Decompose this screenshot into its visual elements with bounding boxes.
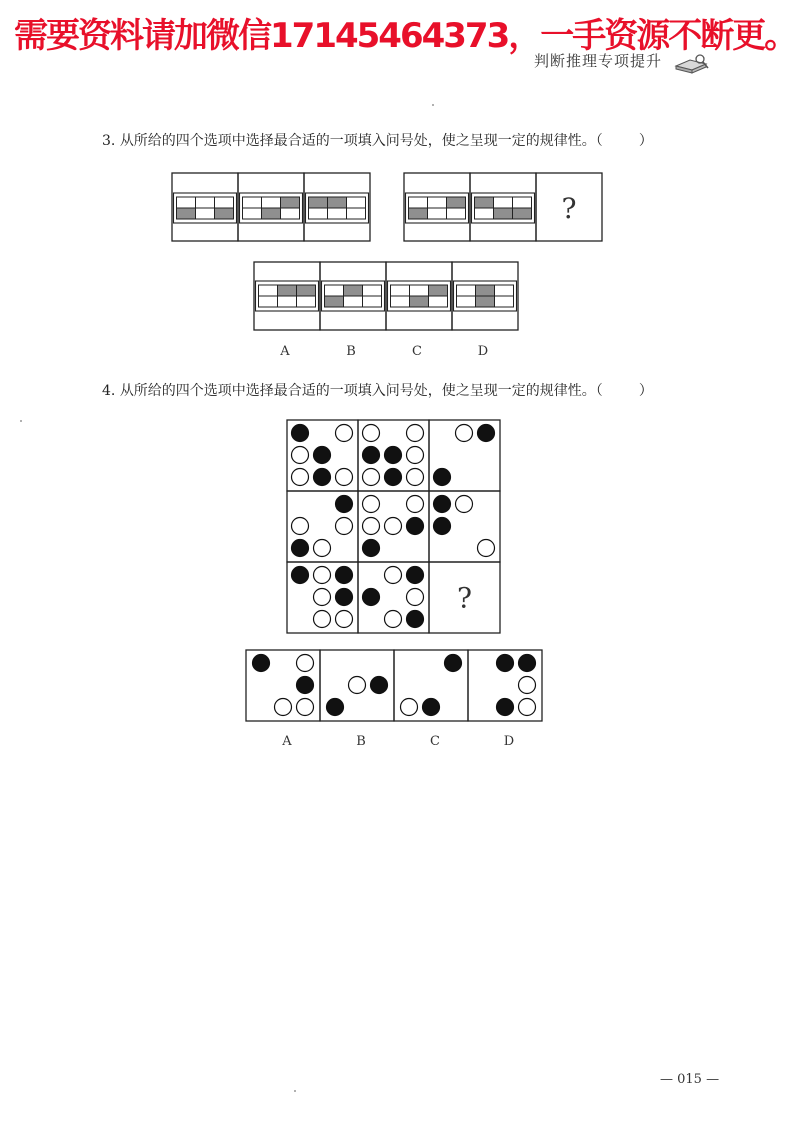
- q4-opt-black-dot: [423, 699, 440, 716]
- q3-opt-bar-cell: [363, 296, 382, 307]
- q3-seq-bar-cell: [447, 197, 466, 208]
- q4-opt-white-dot: [349, 677, 366, 694]
- q3-question-mark: ?: [561, 192, 577, 225]
- q3-opt-bar-cell: [259, 285, 278, 296]
- q4-grid-white-dot: [314, 567, 331, 584]
- q4-grid-white-dot: [456, 496, 473, 513]
- q4-grid-black-dot: [407, 518, 424, 535]
- q3-opt-bar-cell: [391, 296, 410, 307]
- q4-grid-white-dot: [407, 589, 424, 606]
- q4-grid-white-dot: [385, 518, 402, 535]
- q4-grid-black-dot: [363, 540, 380, 557]
- q4-grid-black-dot: [336, 589, 353, 606]
- q4-opt-black-dot: [519, 655, 536, 672]
- q4-opt-white-dot: [401, 699, 418, 716]
- q4-grid-white-dot: [336, 518, 353, 535]
- q4-grid-black-dot: [434, 469, 451, 486]
- q4-opt-white-dot: [297, 699, 314, 716]
- q3-seq-bar-cell: [513, 197, 532, 208]
- q4-grid-black-dot: [314, 447, 331, 464]
- q4-option-label: D: [503, 734, 515, 749]
- q3-opt-bar-cell: [495, 296, 514, 307]
- q4-grid-black-dot: [292, 425, 309, 442]
- q3-opt-bar-cell: [297, 285, 316, 296]
- q4-grid-black-dot: [363, 447, 380, 464]
- q4-grid-black-dot: [336, 567, 353, 584]
- q3-seq-bar-cell: [281, 208, 300, 219]
- q3-seq-bar-cell: [196, 197, 215, 208]
- q4-grid-white-dot: [292, 469, 309, 486]
- q3-seq-bar-cell: [281, 197, 300, 208]
- q3-opt-bar-cell: [344, 296, 363, 307]
- q4-opt-black-dot: [297, 677, 314, 694]
- q3-option-label: D: [477, 344, 489, 359]
- page-number: — 015 —: [660, 1072, 720, 1087]
- question-number: 3.: [102, 133, 116, 149]
- q3-opt-bar-cell: [297, 296, 316, 307]
- q3-seq-bar-cell: [262, 197, 281, 208]
- q4-grid-white-dot: [314, 540, 331, 557]
- q3-seq-bar-cell: [309, 197, 328, 208]
- q4-opt-white-dot: [275, 699, 292, 716]
- q4-grid-white-dot: [456, 425, 473, 442]
- q3-opt-bar-cell: [410, 285, 429, 296]
- q4-option-label: B: [356, 734, 366, 749]
- q4-grid-white-dot: [407, 425, 424, 442]
- q4-opt-black-dot: [445, 655, 462, 672]
- q4-grid-black-dot: [407, 567, 424, 584]
- q4-grid-black-dot: [292, 540, 309, 557]
- q4-grid-black-dot: [336, 496, 353, 513]
- q3-seq-bar-cell: [243, 208, 262, 219]
- q3-option-label: C: [412, 344, 422, 359]
- q3-opt-bar-cell: [344, 285, 363, 296]
- q3-seq-bar-cell: [347, 197, 366, 208]
- q3-option-label: B: [346, 344, 356, 359]
- q3-opt-bar-cell: [457, 296, 476, 307]
- q4-opt-black-dot: [497, 655, 514, 672]
- q3-option-label: A: [280, 344, 290, 359]
- q4-grid-black-dot: [478, 425, 495, 442]
- q4-grid-white-dot: [478, 540, 495, 557]
- q3-opt-bar-cell: [259, 296, 278, 307]
- q4-grid-white-dot: [385, 567, 402, 584]
- q3-seq-bar-cell: [215, 208, 234, 219]
- q3-seq-bar-cell: [328, 197, 347, 208]
- q3-opt-bar-cell: [429, 285, 448, 296]
- q4-grid-black-dot: [314, 469, 331, 486]
- q3-opt-bar-cell: [278, 296, 297, 307]
- q4-opt-white-dot: [297, 655, 314, 672]
- q3-opt-bar-cell: [495, 285, 514, 296]
- question-prompt: 从所给的四个选项中选择最合适的一项填入问号处，使之呈现一定的规律性。（: [119, 383, 603, 399]
- q4-grid-black-dot: [385, 469, 402, 486]
- q3-seq-bar-cell: [196, 208, 215, 219]
- q3-opt-bar-cell: [325, 296, 344, 307]
- q3-opt-bar-cell: [457, 285, 476, 296]
- q3-opt-bar-cell: [410, 296, 429, 307]
- q3-opt-bar-cell: [363, 285, 382, 296]
- q4-grid-black-dot: [434, 496, 451, 513]
- question-number: 4.: [102, 383, 116, 399]
- question-paren-close: ）: [638, 133, 653, 149]
- q3-opt-bar-cell: [476, 285, 495, 296]
- q4-grid-white-dot: [336, 425, 353, 442]
- q4-grid-white-dot: [363, 496, 380, 513]
- q3-seq-bar-cell: [475, 197, 494, 208]
- q3-seq-bar-cell: [447, 208, 466, 219]
- q3-seq-bar-cell: [328, 208, 347, 219]
- q4-grid-white-dot: [407, 496, 424, 513]
- q3-seq-bar-cell: [409, 208, 428, 219]
- q3-opt-bar-cell: [391, 285, 410, 296]
- q3-seq-bar-cell: [177, 208, 196, 219]
- q3-opt-bar-cell: [278, 285, 297, 296]
- q3-seq-bar-cell: [428, 208, 447, 219]
- q3-seq-bar-cell: [243, 197, 262, 208]
- q3-seq-bar-cell: [262, 208, 281, 219]
- q4-grid-white-dot: [407, 447, 424, 464]
- q4-grid-white-dot: [407, 469, 424, 486]
- q3-seq-bar-cell: [215, 197, 234, 208]
- q3-opt-bar-cell: [429, 296, 448, 307]
- q4-grid-black-dot: [363, 589, 380, 606]
- q4-option-label: C: [430, 734, 440, 749]
- q4-grid-black-dot: [434, 518, 451, 535]
- q3-seq-bar-cell: [494, 197, 513, 208]
- section-title: 判断推理专项提升: [534, 52, 663, 70]
- q4-grid-white-dot: [292, 447, 309, 464]
- q4-question-mark: ?: [456, 581, 473, 615]
- q4-grid-white-dot: [363, 425, 380, 442]
- q4-grid-white-dot: [314, 589, 331, 606]
- watermark-banner: 需要资料请加微信17145464373，一手资源不断更。: [14, 16, 797, 56]
- q4-option-label: A: [282, 734, 292, 749]
- q3-seq-bar-cell: [475, 208, 494, 219]
- q4-grid-black-dot: [292, 567, 309, 584]
- q4-grid-white-dot: [336, 469, 353, 486]
- q3-seq-bar-cell: [177, 197, 196, 208]
- question-prompt: 从所给的四个选项中选择最合适的一项填入问号处，使之呈现一定的规律性。（: [119, 133, 603, 149]
- question-paren-close: ）: [638, 383, 653, 399]
- q4-opt-white-dot: [519, 699, 536, 716]
- q3-seq-bar-cell: [494, 208, 513, 219]
- q4-opt-black-dot: [253, 655, 270, 672]
- q3-seq-bar-cell: [513, 208, 532, 219]
- q4-opt-white-dot: [519, 677, 536, 694]
- q4-grid-white-dot: [292, 518, 309, 535]
- q4-grid-black-dot: [407, 611, 424, 628]
- q3-seq-bar-cell: [347, 208, 366, 219]
- q3-opt-bar-cell: [476, 296, 495, 307]
- q4-grid-white-dot: [336, 611, 353, 628]
- q3-seq-bar-cell: [309, 208, 328, 219]
- q4-grid-white-dot: [363, 518, 380, 535]
- q4-grid-black-dot: [385, 447, 402, 464]
- q4-grid-white-dot: [314, 611, 331, 628]
- q3-opt-bar-cell: [325, 285, 344, 296]
- q3-seq-bar-cell: [409, 197, 428, 208]
- q4-grid-white-dot: [363, 469, 380, 486]
- q4-opt-black-dot: [371, 677, 388, 694]
- q4-grid-white-dot: [385, 611, 402, 628]
- q4-opt-black-dot: [497, 699, 514, 716]
- q4-opt-black-dot: [327, 699, 344, 716]
- q3-seq-bar-cell: [428, 197, 447, 208]
